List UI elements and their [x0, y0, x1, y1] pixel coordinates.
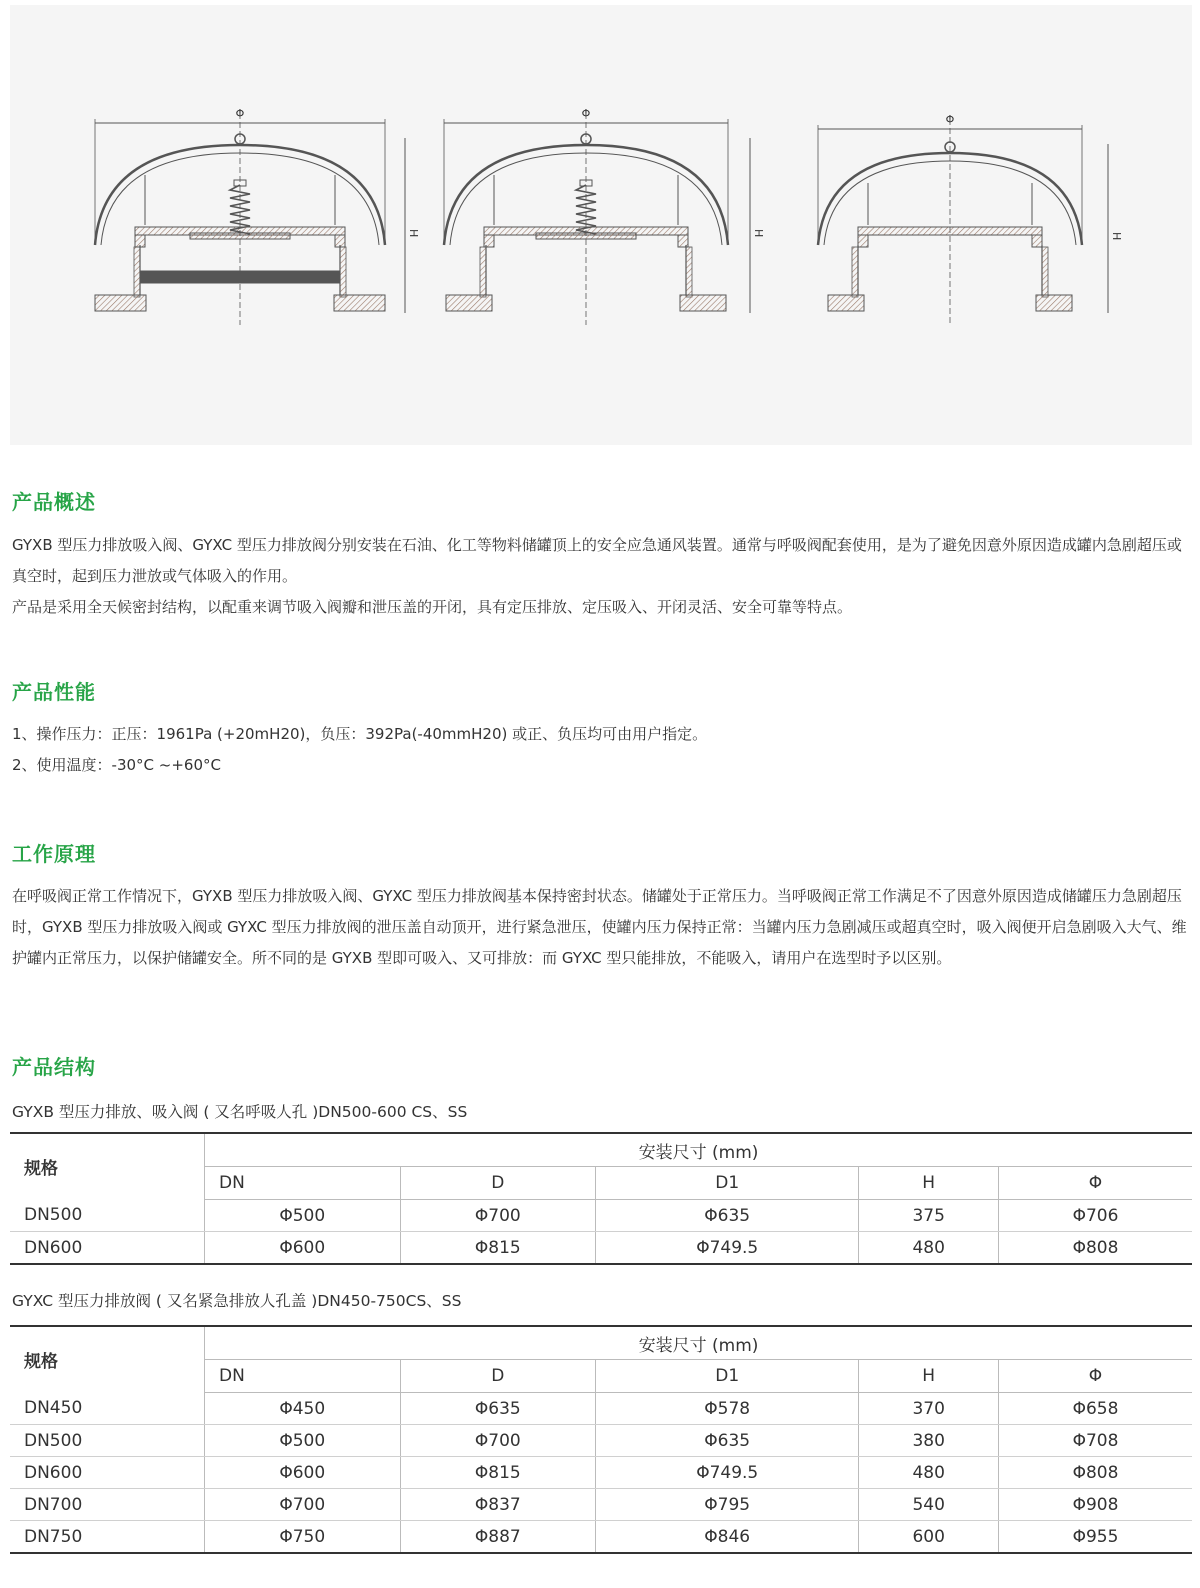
gyxc-table-caption: GYXC 型压力排放阀 ( 又名紧急排放人孔盖 )DN450-750CS、SS: [12, 1292, 462, 1310]
diagram-2-flange-right: [680, 295, 726, 311]
cell-d: Φ887: [400, 1521, 596, 1554]
overview-paragraph-2: 产品是采用全天候密封结构，以配重来调节吸入阀瓣和泄压盖的开闭，具有定压排放、定压吸入、开闭灵活、安全可靠等特点。: [12, 598, 853, 616]
structure-title: 产品结构: [12, 1055, 96, 1079]
overview-title: 产品概述: [12, 490, 96, 514]
cell-h: 480: [859, 1232, 999, 1265]
cell-d: Φ837: [400, 1489, 596, 1521]
valve-drawings: [10, 5, 1192, 445]
cell-h: 375: [859, 1200, 999, 1232]
diagram-3-neck-wall-left: [852, 247, 858, 297]
table-row: [10, 1232, 1192, 1265]
cell-d1: Φ749.5: [596, 1457, 859, 1489]
cell-h: 480: [859, 1457, 999, 1489]
diagram-3-seat-plate: [858, 227, 1042, 235]
cell-d1: Φ635: [596, 1425, 859, 1457]
performance-item-1: 1、操作压力：正压：1961Pa (+20mH20)，负压：392Pa(-40mmH20) 或正、负压均可由用户指定。: [12, 725, 708, 743]
cell-dn: Φ750: [205, 1521, 401, 1554]
diagram-1-valve-disc: [190, 233, 290, 239]
diagram-1-flange-right: [334, 295, 385, 311]
cell-phi: Φ908: [998, 1489, 1192, 1521]
cell-dn: Φ700: [205, 1489, 401, 1521]
cell-dn: Φ500: [205, 1425, 401, 1457]
cell-h: 540: [859, 1489, 999, 1521]
diagram-1-neck-wall-left: [134, 247, 140, 297]
diagram-3-h-label: H: [1110, 232, 1123, 241]
cell-d: Φ815: [400, 1232, 596, 1265]
cell-h: 600: [859, 1521, 999, 1554]
table-row: [10, 1425, 1192, 1457]
principle-title: 工作原理: [12, 842, 96, 866]
cell-h: 380: [859, 1425, 999, 1457]
diagram-3-neck-wall-right: [1042, 247, 1048, 297]
table-row: [10, 1489, 1192, 1521]
column-header-dn: DN: [205, 1167, 401, 1200]
cell-phi: Φ706: [998, 1200, 1192, 1232]
cell-d: Φ815: [400, 1457, 596, 1489]
column-header-d: D: [400, 1360, 596, 1393]
install-dimensions-header: 安装尺寸 (mm): [205, 1133, 1193, 1167]
cell-h: 370: [859, 1393, 999, 1425]
column-header-h: H: [859, 1167, 999, 1200]
cell-dn: Φ600: [205, 1457, 401, 1489]
cell-spec: DN500: [10, 1200, 205, 1232]
diagram-1-flame-mesh: [140, 271, 340, 283]
cell-spec: DN600: [10, 1457, 205, 1489]
diagram-2-neck-wall-left: [480, 247, 486, 297]
cell-dn: Φ450: [205, 1393, 401, 1425]
column-header-d1: D1: [596, 1360, 859, 1393]
spec-column-header: 规格: [10, 1326, 205, 1393]
table-row: [10, 1457, 1192, 1489]
cell-d: Φ635: [400, 1393, 596, 1425]
column-header-h: H: [859, 1360, 999, 1393]
performance-item-2: 2、使用温度：-30°C ~+60°C: [12, 756, 221, 774]
diagram-2-h-label: H: [752, 229, 765, 238]
cell-phi: Φ808: [998, 1232, 1192, 1265]
diagram-1-h-label: H: [407, 229, 420, 238]
diagram-2-neck-wall-right: [686, 247, 692, 297]
diagram-2-flange-left: [446, 295, 492, 311]
cell-phi: Φ658: [998, 1393, 1192, 1425]
cell-d1: Φ795: [596, 1489, 859, 1521]
principle-text: [12, 881, 1192, 974]
cell-spec: DN700: [10, 1489, 205, 1521]
cell-phi: Φ808: [998, 1457, 1192, 1489]
cell-phi: Φ955: [998, 1521, 1192, 1554]
column-header-phi: Φ: [998, 1360, 1192, 1393]
diagram-1-flange-left: [95, 295, 146, 311]
performance-list: [12, 719, 1192, 781]
column-header-d: D: [400, 1167, 596, 1200]
cell-d1: Φ635: [596, 1200, 859, 1232]
principle-paragraph: 在呼吸阀正常工作情况下，GYXB 型压力排放吸入阀、GYXC 型压力排放阀基本保持密封状态。储罐处于正常压力。当呼吸阀正常工作满足不了因意外原因造成储罐压力急剧超压时，GYXB 型压力排放吸入阀或 GYXC 型压力排放阀的泄压盖自动顶开，进行紧急泄压，使罐内压力保持正常：当罐内压力急剧减压或超真空时，吸入阀便开启急剧吸入大气、维护罐内正常压力，以保护储罐安全。所不同的是 GYXB 型即可吸入、又可排放：而 GYXC 型只能排放，不能吸入，请用户在选型时予以区别。: [12, 887, 1187, 967]
product-figure-panel: [10, 5, 1192, 445]
table-row: [10, 1393, 1192, 1425]
install-dimensions-header: 安装尺寸 (mm): [205, 1326, 1193, 1360]
cell-d: Φ700: [400, 1425, 596, 1457]
column-header-phi: Φ: [998, 1167, 1192, 1200]
diagram-1-neck-wall-right: [340, 247, 346, 297]
table-row: [10, 1200, 1192, 1232]
cell-dn: Φ500: [205, 1200, 401, 1232]
gyxc-spec-table: [10, 1325, 1192, 1554]
cell-phi: Φ708: [998, 1425, 1192, 1457]
column-header-d1: D1: [596, 1167, 859, 1200]
diagram-1-phi-label: Φ: [235, 107, 245, 120]
gyxb-table-caption: GYXB 型压力排放、吸入阀 ( 又名呼吸人孔 )DN500-600 CS、SS: [12, 1103, 468, 1121]
overview-paragraph-1: GYXB 型压力排放吸入阀、GYXC 型压力排放阀分别安装在石油、化工等物料储罐顶上的安全应急通风装置。通常与呼吸阀配套使用，是为了避免因意外原因造成罐内急剧超压或真空时，起到压力泄放或气体吸入的作用。: [12, 536, 1182, 585]
cell-spec: DN750: [10, 1521, 205, 1554]
diagram-3-seat-lug-right: [1032, 235, 1042, 247]
cell-spec: DN450: [10, 1393, 205, 1425]
diagram-3-seat-lug-left: [858, 235, 868, 247]
cell-spec: DN600: [10, 1232, 205, 1265]
diagram-2-valve-disc: [536, 233, 636, 239]
diagram-2-phi-label: Φ: [581, 107, 591, 120]
diagram-3-phi-label: Φ: [945, 113, 955, 126]
column-header-dn: DN: [205, 1360, 401, 1393]
gyxb-spec-table: [10, 1132, 1192, 1265]
cell-d1: Φ749.5: [596, 1232, 859, 1265]
spec-column-header: 规格: [10, 1133, 205, 1200]
cell-dn: Φ600: [205, 1232, 401, 1265]
table-row: [10, 1521, 1192, 1554]
overview-text: [12, 530, 1192, 623]
cell-spec: DN500: [10, 1425, 205, 1457]
cell-d1: Φ578: [596, 1393, 859, 1425]
cell-d1: Φ846: [596, 1521, 859, 1554]
diagram-3-flange-right: [1036, 295, 1072, 311]
diagram-3-flange-left: [828, 295, 864, 311]
cell-d: Φ700: [400, 1200, 596, 1232]
performance-title: 产品性能: [12, 680, 96, 704]
